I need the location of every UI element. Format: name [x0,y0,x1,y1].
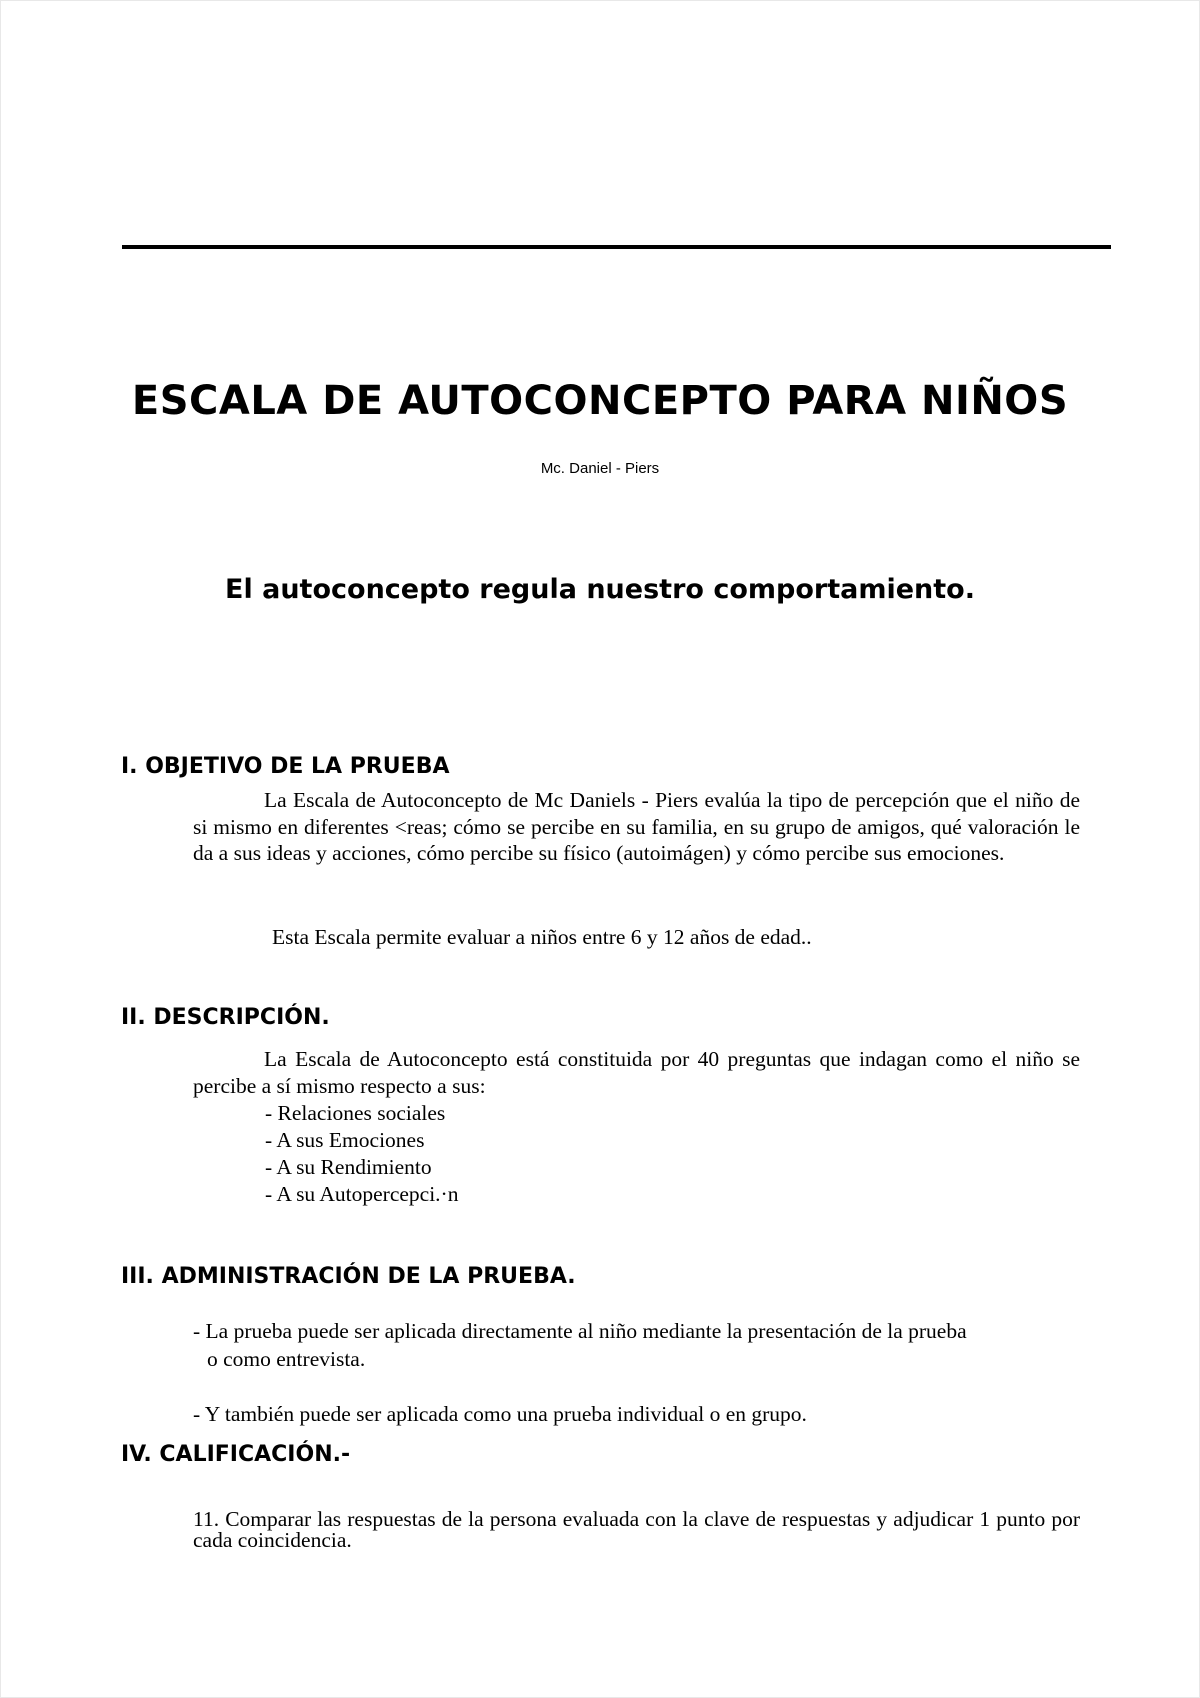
administracion-line: - Y también puede ser aplicada como una prueba individual o en grupo. [193,1402,807,1426]
list-item: - Relaciones sociales [265,1101,446,1125]
administracion-line: o como entrevista. [207,1347,366,1371]
list-item: - A sus Emociones [265,1128,425,1152]
document-title: ESCALA DE AUTOCONCEPTO PARA NIÑOS [131,378,1069,424]
descripcion-list [265,1100,458,1208]
header-rule [122,245,1111,249]
section-heading-calificacion: IV. CALIFICACIÓN.- [121,1442,351,1467]
administracion-line: - La prueba puede ser aplicada directamente al niño mediante la presentación de la prueba [193,1319,967,1343]
section-heading-descripcion: II. DESCRIPCIÓN. [121,1005,330,1030]
objetivo-age-range-paragraph: Esta Escala permite evaluar a niños entre 6 y 12 años de edad.. [272,925,812,949]
document-subtitle: El autoconcepto regula nuestro comportamiento. [225,574,975,605]
list-item: - A su Rendimiento [265,1155,432,1179]
list-item: - A su Autopercepci.·n [265,1182,459,1206]
calificacion-paragraph: 11. Comparar las respuestas de la persona evaluada con la clave de respuestas y adjudicar 1 punto por cada coincidencia. [193,1507,1080,1552]
objetivo-paragraph: La Escala de Autoconcepto de Mc Daniels - Piers evalúa la tipo de percepción que el niño de si mismo en diferentes <reas; cómo se percibe en su familia, en su grupo de amigos, qué valoración le da a sus ideas y acciones, cómo percibe su físico (autoimágen) y cómo percibe sus emociones. [193,788,1080,865]
section-heading-objetivo: I. OBJETIVO DE LA PRUEBA [121,754,450,779]
section-heading-administracion: III. ADMINISTRACIÓN DE LA PRUEBA. [121,1264,576,1289]
document-author: Mc. Daniel - Piers [540,460,660,477]
descripcion-paragraph: La Escala de Autoconcepto está constituida por 40 preguntas que indagan como el niño se percibe a sí mismo respecto a sus: [193,1047,1080,1098]
